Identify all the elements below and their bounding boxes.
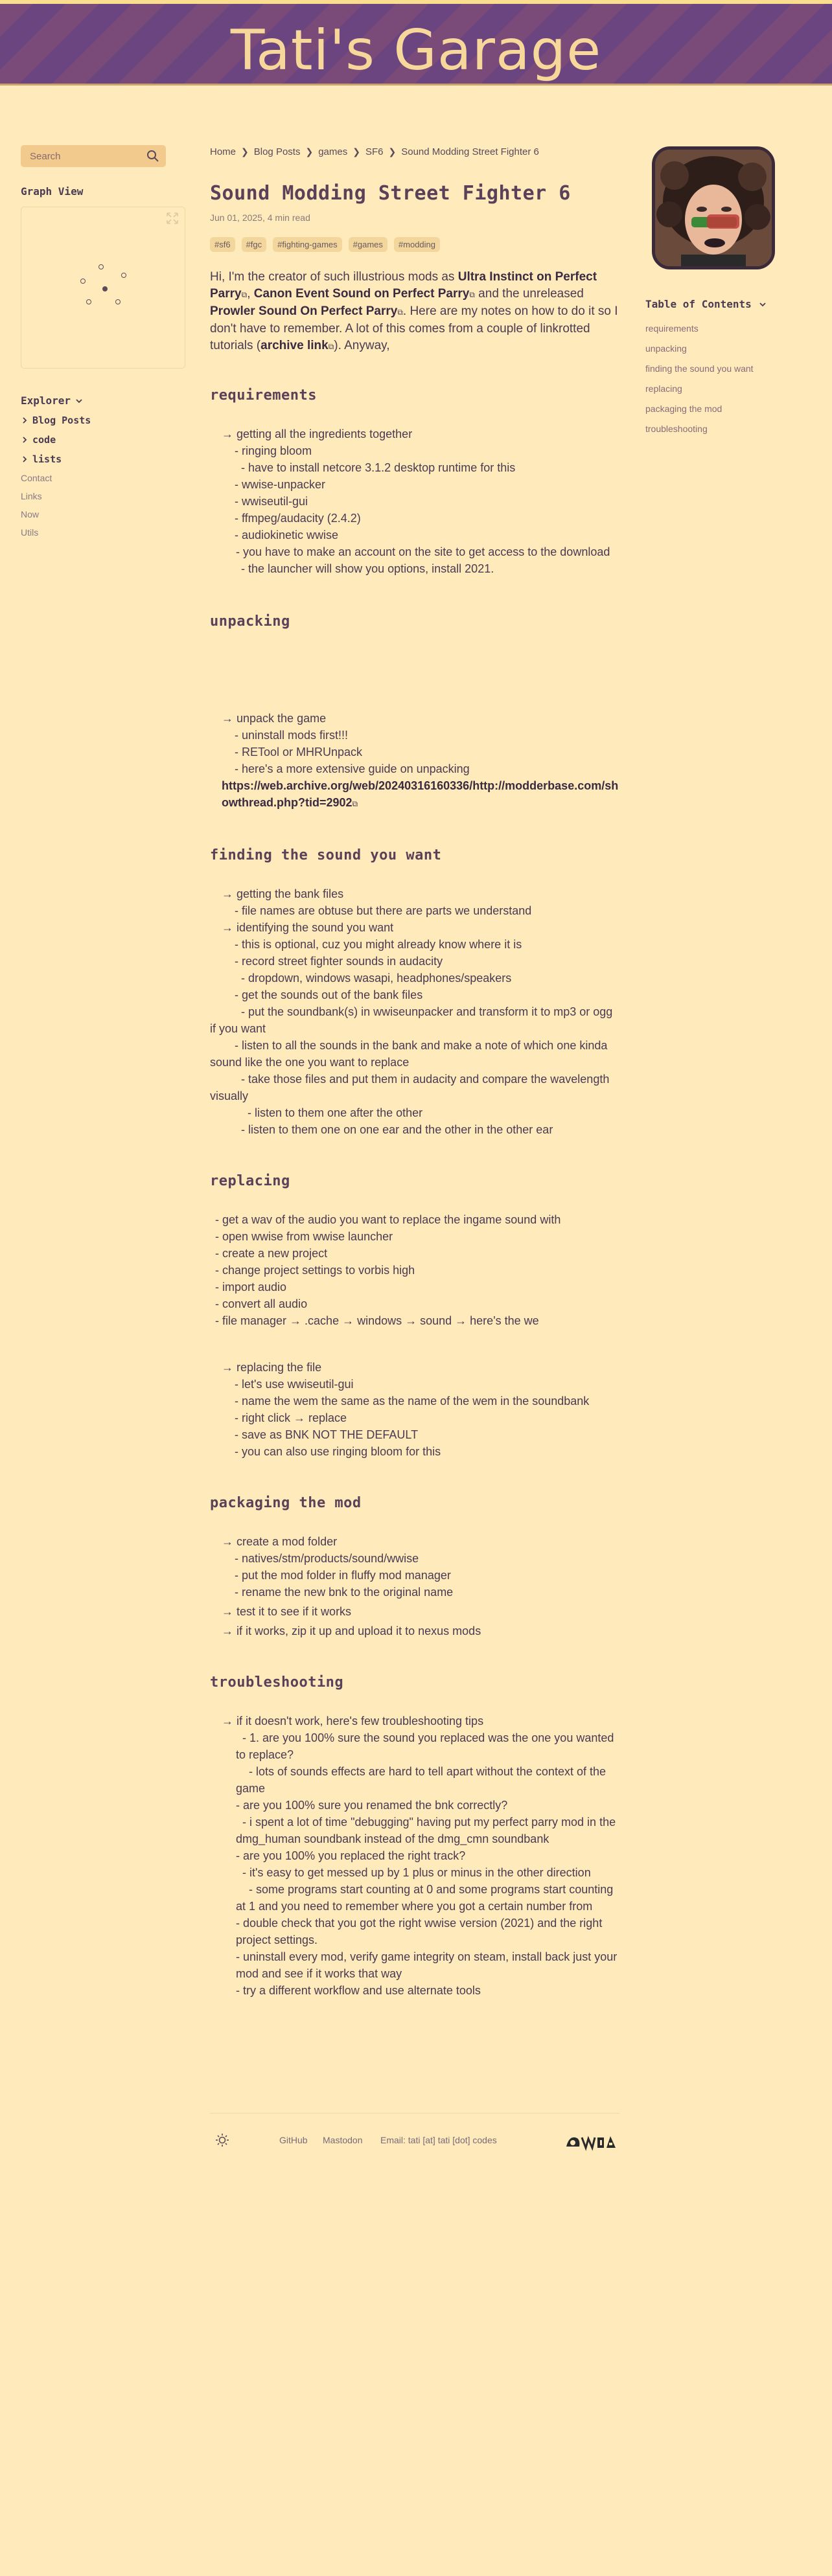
graph-node[interactable] <box>115 299 121 304</box>
section-heading-finding: finding the sound you want <box>210 847 442 863</box>
list-item: - record street fighter sounds in audacity <box>235 955 443 968</box>
replacing-steps <box>210 1211 619 1329</box>
graph-node[interactable] <box>98 264 104 269</box>
page-title: Sound Modding Street Fighter 6 <box>210 182 571 205</box>
graph-view-title: Graph View <box>21 185 84 198</box>
tag-modding[interactable]: #modding <box>394 237 440 252</box>
list-item: - convert all audio <box>215 1297 308 1310</box>
intro-text: and the unreleased <box>474 287 584 301</box>
main-article <box>210 146 619 1999</box>
list-item: - uninstall mods first!!! <box>235 729 349 742</box>
toc-item-unpacking[interactable]: unpacking <box>645 343 687 354</box>
tag-list <box>210 237 619 252</box>
section-heading-unpacking: unpacking <box>210 613 290 630</box>
list-item: - put the soundbank(s) in wwiseunpacker and transform it to mp3 or ogg if you want <box>210 1005 613 1035</box>
section-heading-replacing: replacing <box>210 1173 290 1189</box>
list-item: - listen to all the sounds in the bank and make a note of which one kinda sound like the one you want to replace <box>210 1039 608 1069</box>
breadcrumb-current: Sound Modding Street Fighter 6 <box>401 146 539 157</box>
footer <box>210 2131 619 2150</box>
external-link-icon: ⧉ <box>241 290 248 299</box>
list-item: - change project settings to vorbis high <box>215 1264 415 1277</box>
explorer-link-contact[interactable]: Contact <box>21 473 52 483</box>
breadcrumb-separator: ❯ <box>305 146 314 157</box>
search-icon <box>146 150 159 163</box>
section-heading-packaging: packaging the mod <box>210 1495 362 1511</box>
list-item: - wwiseutil-gui <box>235 495 308 508</box>
list-item: - some programs start counting at 0 and some programs start counting at 1 and you need to remember where you got a certain number from <box>236 1883 614 1913</box>
chevron-down-icon <box>75 396 84 405</box>
graph-view[interactable] <box>21 207 185 369</box>
list-item: - audiokinetic wwise <box>235 529 339 541</box>
intro-text: , <box>247 287 254 301</box>
explorer-title: Explorer <box>21 394 71 407</box>
list-item: - file manager → .cache → windows → sound → here's the we <box>215 1314 539 1327</box>
list-item: - 1. are you 100% sure the sound you replaced was the one you wanted to replace? <box>236 1731 614 1761</box>
folder-label: Blog Posts <box>32 415 91 426</box>
footer-link-mastodon[interactable]: Mastodon <box>323 2135 363 2145</box>
site-banner <box>0 0 832 85</box>
toc-title: Table of Contents <box>645 298 752 310</box>
tag-fighting-games[interactable]: #fighting-games <box>273 237 342 252</box>
chevron-right-icon <box>21 455 29 464</box>
intro-text: ). Anyway, <box>334 339 390 352</box>
breadcrumb-sf6[interactable]: SF6 <box>365 146 384 157</box>
list-item: - right click → replace <box>235 1411 347 1424</box>
list-item: - have to install netcore 3.1.2 desktop runtime for this <box>241 461 516 474</box>
link-canon-event[interactable]: Canon Event Sound on Perfect Parry <box>253 287 470 301</box>
list-item: - wwise-unpacker <box>235 478 326 491</box>
footer-divider <box>210 2113 619 2114</box>
list-item: - RETool or MHRUnpack <box>235 746 363 758</box>
list-item: - name the wem the same as the name of the wem in the soundbank <box>235 1395 590 1408</box>
external-link-icon: ⧉ <box>397 308 403 317</box>
list-item: - put the mod folder in fluffy mod manager <box>235 1569 451 1582</box>
toc-toggle[interactable] <box>645 298 788 310</box>
list-item: - rename the new bnk to the original name <box>235 1586 454 1599</box>
graph-node[interactable] <box>80 279 86 284</box>
list-item: - you can also use ringing bloom for this <box>235 1445 441 1458</box>
tag-sf6[interactable]: #sf6 <box>210 237 235 252</box>
list-item: - natives/stm/products/sound/wwise <box>235 1552 419 1565</box>
post-meta: Jun 01, 2025, 4 min read <box>210 212 310 223</box>
external-link-icon: ⧉ <box>328 342 334 351</box>
chevron-down-icon <box>758 300 767 309</box>
list-item: - import audio <box>215 1281 287 1294</box>
list-item: - get the sounds out of the bank files <box>235 988 423 1001</box>
intro-text: . Here are my notes on how to do it so I don't have to remember. A lot of this comes from a couple of linkrotted tutorials ( <box>210 304 618 352</box>
graph-node-current[interactable] <box>102 286 108 291</box>
list-item: - lots of sounds effects are hard to tell apart without the context of the game <box>236 1765 606 1795</box>
list-item: - are you 100% you replaced the right track? <box>236 1849 466 1862</box>
list-item: - are you 100% sure you renamed the bnk correctly? <box>236 1799 508 1812</box>
toc-item-troubleshooting[interactable]: troubleshooting <box>645 424 708 434</box>
tag-fgc[interactable]: #fgc <box>242 237 267 252</box>
link-archive-guide[interactable]: https://web.archive.org/web/20240316160336/http://modderbase.com/showthread.php?tid=2902 <box>222 779 619 809</box>
avatar <box>652 146 775 269</box>
footer-link-email[interactable]: Email: tati [at] tati [dot] codes <box>380 2135 497 2145</box>
explorer-link-links[interactable]: Links <box>21 491 42 501</box>
explorer-toggle[interactable] <box>21 394 166 407</box>
list-item: → unpack the game <box>222 712 327 725</box>
graph-node[interactable] <box>121 273 126 278</box>
explorer-link-now[interactable]: Now <box>21 509 40 519</box>
toc-item-replacing[interactable]: replacing <box>645 383 682 394</box>
list-item: - listen to them one on one ear and the other in the other ear <box>241 1123 553 1136</box>
section-heading-troubleshooting: troubleshooting <box>210 1674 344 1691</box>
breadcrumb-separator: ❯ <box>388 146 397 157</box>
list-item: - uninstall every mod, verify game integrity on steam, install back just your mod and see if it works that way <box>236 1950 618 1980</box>
footer-badge-icon[interactable] <box>562 2131 619 2152</box>
list-item: → replacing the file <box>222 1361 322 1374</box>
list-item: - listen to them one after the other <box>248 1106 423 1119</box>
right-sidebar <box>645 146 788 434</box>
footer-link-github[interactable]: GitHub <box>279 2135 308 2145</box>
external-link-icon: ⧉ <box>352 799 358 808</box>
tag-games[interactable]: #games <box>349 237 387 252</box>
search-placeholder: Search <box>30 150 61 162</box>
list-item: - take those files and put them in audacity and compare the wavelength visually <box>210 1073 610 1102</box>
breadcrumb-games[interactable]: games <box>318 146 348 157</box>
list-item: - open wwise from wwise launcher <box>215 1230 393 1243</box>
sun-icon[interactable] <box>215 2133 229 2147</box>
toc-item-requirements[interactable]: requirements <box>645 323 699 334</box>
intro-text: Hi, I'm the creator of such illustrious mods as <box>210 270 458 284</box>
chevron-right-icon <box>21 416 29 425</box>
replacing-list <box>210 1359 619 1460</box>
list-item: - save as BNK NOT THE DEFAULT <box>235 1428 419 1441</box>
breadcrumb-separator: ❯ <box>352 146 360 157</box>
list-item: - try a different workflow and use alternate tools <box>236 1984 481 1997</box>
explorer-folder-lists[interactable] <box>21 453 166 465</box>
link-archive[interactable]: archive link <box>260 339 329 352</box>
site-title[interactable]: Tati's Garage <box>230 18 602 83</box>
breadcrumb <box>210 146 619 157</box>
list-item: - file names are obtuse but there are parts we understand <box>235 904 532 917</box>
list-item-link-row <box>210 777 619 812</box>
folder-label: code <box>32 434 56 446</box>
folder-label: lists <box>32 453 62 465</box>
expand-icon[interactable] <box>165 211 179 225</box>
avatar-image <box>655 150 772 266</box>
chevron-right-icon <box>21 435 29 444</box>
link-ultra-instinct[interactable]: Ultra Instinct on Perfect Parry <box>210 270 597 301</box>
graph-node[interactable] <box>86 299 91 304</box>
explorer-folder-code[interactable] <box>21 434 166 446</box>
list-item: → if it works, zip it up and upload it to nexus mods <box>222 1624 481 1637</box>
breadcrumb-blog-posts[interactable]: Blog Posts <box>253 146 301 157</box>
list-item: → test it to see if it works <box>222 1605 352 1618</box>
list-item: - here's a more extensive guide on unpacking <box>235 762 470 775</box>
unpacking-list <box>210 710 619 812</box>
toc-item-packaging[interactable]: packaging the mod <box>645 404 722 414</box>
list-item: - get a wav of the audio you want to replace the ingame sound with <box>215 1213 561 1226</box>
list-item: → identifying the sound you want <box>222 921 394 934</box>
external-link-icon: ⧉ <box>469 290 475 299</box>
list-item: → getting the bank files <box>222 887 344 900</box>
list-item: → create a mod folder <box>222 1535 338 1548</box>
finding-list <box>210 885 619 1138</box>
list-item: - ringing bloom <box>235 444 312 457</box>
list-item: - double check that you got the right wwise version (2021) and the right project settings. <box>236 1917 603 1946</box>
intro-paragraph <box>210 269 619 355</box>
packaging-list <box>210 1533 619 1639</box>
list-item: - i spent a lot of time "debugging" having put my perfect parry mod in the dmg_human soundbank instead of the dmg_cmn soundbank <box>236 1816 616 1845</box>
toc-item-finding[interactable]: finding the sound you want <box>645 363 754 374</box>
explorer-folder-blog-posts[interactable] <box>21 415 166 426</box>
list-item: - create a new project <box>215 1247 328 1260</box>
explorer-link-utils[interactable]: Utils <box>21 527 39 538</box>
link-prowler[interactable]: Prowler Sound On Perfect Parry <box>210 304 398 318</box>
list-item: - ffmpeg/audacity (2.4.2) <box>235 512 361 525</box>
section-heading-requirements: requirements <box>210 387 317 404</box>
list-item: - this is optional, cuz you might already know where it is <box>235 938 522 951</box>
list-item: - you have to make an account on the site to get access to the download <box>236 545 610 558</box>
search-bar[interactable] <box>21 145 166 167</box>
list-item: - the launcher will show you options, install 2021. <box>241 562 494 575</box>
breadcrumb-separator: ❯ <box>241 146 249 157</box>
list-item: - let's use wwiseutil-gui <box>235 1378 354 1391</box>
list-item: - it's easy to get messed up by 1 plus or minus in the other direction <box>242 1866 591 1879</box>
list-item: - dropdown, windows wasapi, headphones/speakers <box>241 972 512 985</box>
left-sidebar <box>21 145 166 538</box>
troubleshooting-list <box>210 1713 619 1999</box>
list-item: → if it doesn't work, here's few troubleshooting tips <box>222 1715 484 1727</box>
list-item: → getting all the ingredients together <box>222 427 413 440</box>
requirements-list <box>210 426 619 577</box>
breadcrumb-home[interactable]: Home <box>210 146 237 157</box>
